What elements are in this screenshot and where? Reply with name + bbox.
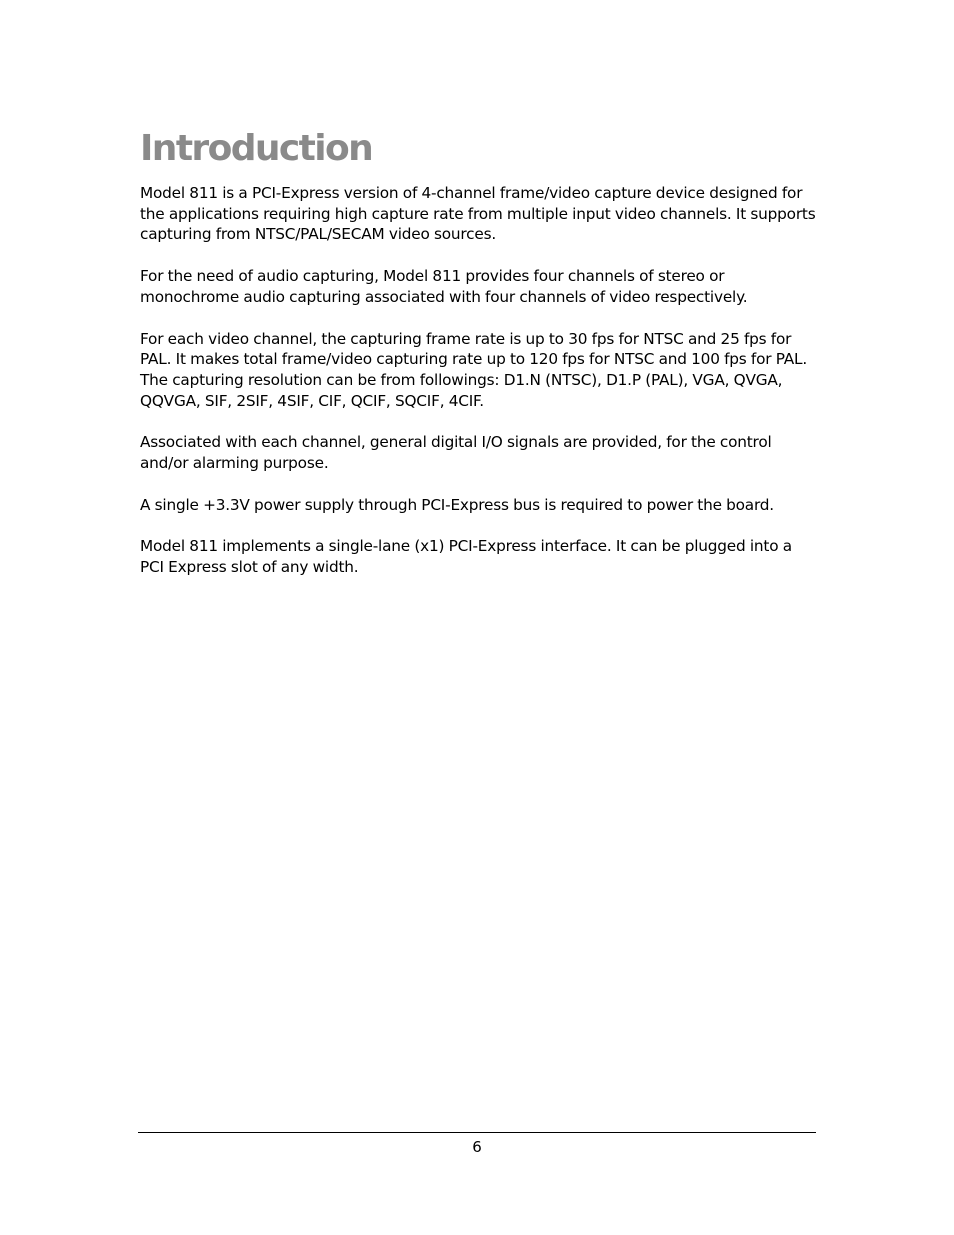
body-text xyxy=(140,183,820,599)
page-number: 6 xyxy=(472,1138,482,1156)
paragraph-interface: Model 811 implements a single-lane (x1) PCI-Express interface. It can be plugged into a PCI Express slot of any width. xyxy=(140,537,792,577)
paragraph-overview: Model 811 is a PCI-Express version of 4-channel frame/video capture device designed for the applications requiring high capture rate from multiple input video channels. It supports capturing from NTSC/PAL/SECAM video sources. xyxy=(140,184,816,244)
paragraph-frame-rate: For each video channel, the capturing frame rate is up to 30 fps for NTSC and 25 fps for PAL. It makes total frame/video capturing rate up to 120 fps for NTSC and 100 fps for PAL. The capturing resolution can be from followings: D1.N (NTSC), D1.P (PAL), VGA, QVGA, QQVGA, SIF, 2SIF, 4SIF, CIF, QCIF, SQCIF, 4CIF. xyxy=(140,329,808,410)
paragraph-digital-io: Associated with each channel, general digital I/O signals are provided, for the control and/or alarming purpose. xyxy=(140,433,772,473)
paragraph-power: A single +3.3V power supply through PCI-Express bus is required to power the board. xyxy=(140,495,774,514)
page-title: Introduction xyxy=(140,128,373,169)
paragraph-audio: For the need of audio capturing, Model 811 provides four channels of stereo or monochrome audio capturing associated with four channels of video respectively. xyxy=(140,267,748,306)
footer-divider xyxy=(138,1132,816,1133)
